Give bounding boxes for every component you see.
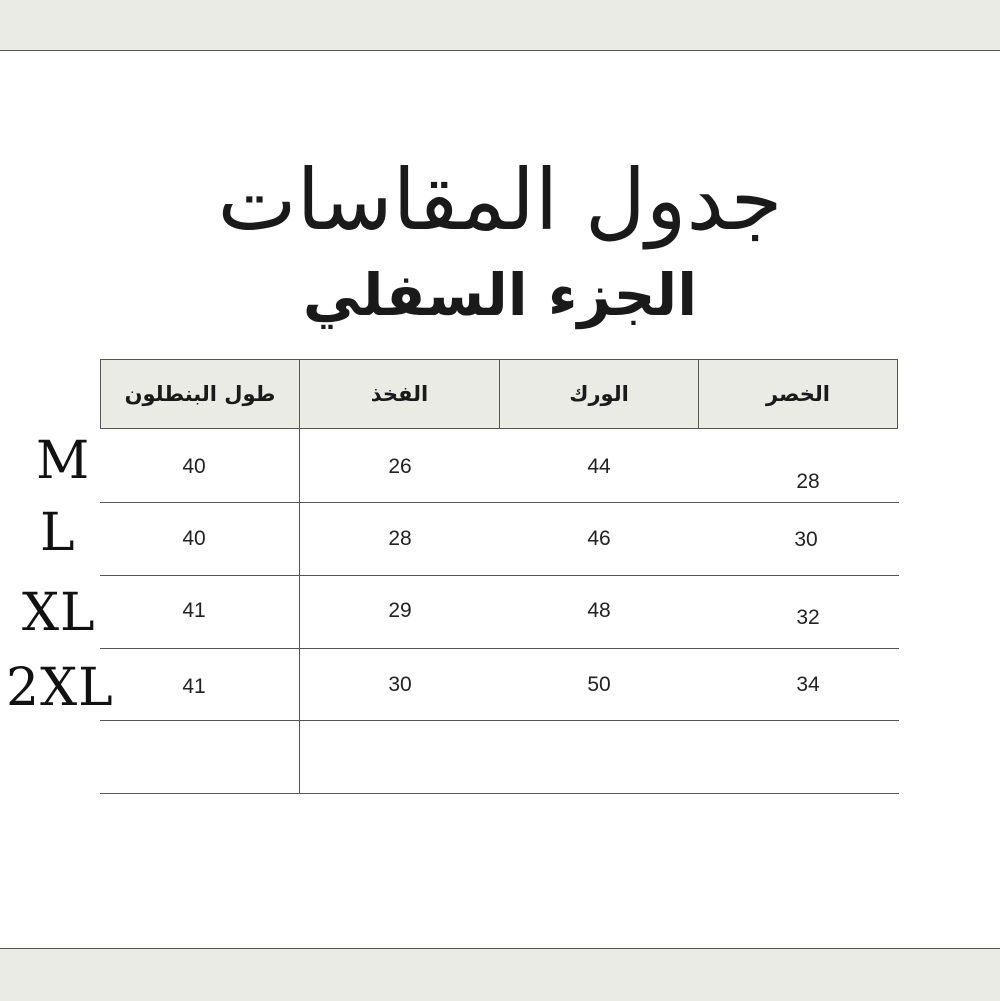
cell-waist: 32 (796, 606, 820, 629)
header-thigh: الفخذ (299, 359, 500, 429)
cell-waist: 30 (794, 528, 818, 551)
row-divider (100, 720, 899, 721)
cell-thigh: 28 (388, 527, 412, 550)
cell-waist: 34 (796, 673, 820, 696)
size-label-xl: XL (22, 583, 96, 643)
cell-hip: 44 (587, 455, 611, 478)
cell-pants-length: 41 (182, 675, 206, 698)
row-divider (100, 502, 899, 503)
row-divider (100, 793, 899, 794)
cell-pants-length: 41 (182, 599, 206, 622)
header-waist: الخصر (698, 359, 898, 429)
cell-waist: 28 (796, 470, 820, 493)
page-title: جدول المقاسات (217, 151, 783, 249)
cell-hip: 50 (587, 673, 611, 696)
cell-pants-length: 40 (182, 527, 206, 550)
cell-thigh: 30 (388, 673, 412, 696)
cell-pants-length: 40 (182, 455, 206, 478)
row-divider (100, 648, 899, 649)
cell-hip: 46 (587, 527, 611, 550)
column-divider (299, 429, 300, 794)
page-subtitle: الجزء السفلي (302, 261, 698, 329)
row-divider (100, 575, 899, 576)
cell-thigh: 29 (388, 599, 412, 622)
cell-thigh: 26 (388, 455, 412, 478)
size-label-l: L (40, 503, 76, 563)
cell-hip: 48 (587, 599, 611, 622)
size-label-m: M (36, 431, 91, 491)
top-band (0, 0, 1000, 51)
header-hip: الورك (499, 359, 699, 429)
bottom-band (0, 948, 1000, 1001)
size-label-2xl: 2XL (6, 658, 114, 718)
header-pants-length: طول البنطلون (100, 359, 300, 429)
